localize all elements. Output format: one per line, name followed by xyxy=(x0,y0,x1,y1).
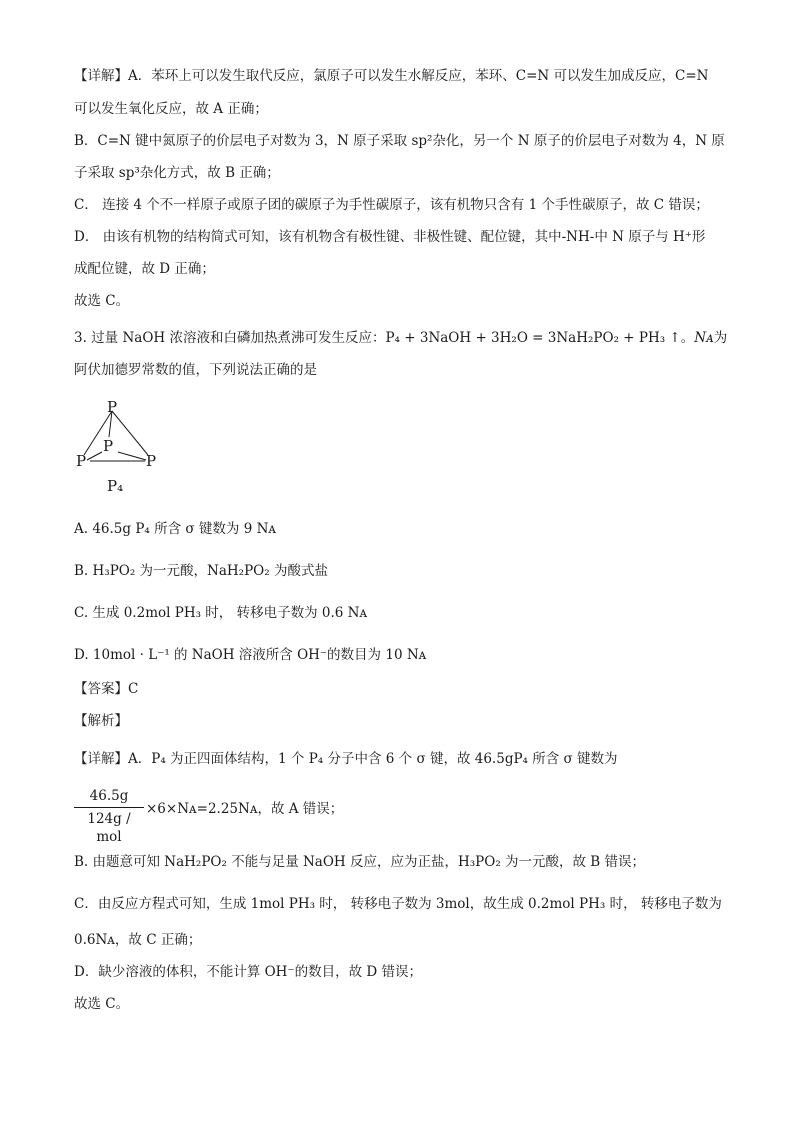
option-a: A. 46.5g P₄ 所含 σ 键数为 9 Nᴀ xyxy=(74,521,277,537)
detail-d: D．缺少溶液的体积，不能计算 OH⁻的数目，故 D 错误； xyxy=(74,964,422,980)
option-b: B. H₃PO₂ 为一元酸，NaH₂PO₂ 为酸式盐 xyxy=(74,563,328,579)
stem-text: 3. 过量 NaOH 浓溶液和白磷加热煮沸可发生反应： xyxy=(74,330,386,346)
detail-line-b2: 子采取 sp³杂化方式，故 B 正确； xyxy=(74,165,280,181)
detail-line-a2: 可以发生氧化反应，故 A 正确； xyxy=(74,101,268,117)
choose-line-1: 故选 C。 xyxy=(74,293,130,309)
choose-line-2: 故选 C。 xyxy=(74,996,130,1012)
figure-caption: P₄ xyxy=(107,477,124,495)
analysis-label: 【解析】 xyxy=(74,713,128,729)
detail-line-a1: 【详解】A．苯环上可以发生取代反应，氯原子可以发生水解反应，苯环、C=N 可以发生加成反应，C=N xyxy=(74,68,709,84)
avogadro-symbol: Nᴀ xyxy=(694,330,714,346)
bond-line xyxy=(87,452,102,460)
stem-text-end: 为 xyxy=(713,330,728,346)
detail-a-line-2: ×6×Nᴀ=2.25Nᴀ，故 A 错误； xyxy=(146,801,344,817)
option-d: D. 10mol · L⁻¹ 的 NaOH 溶液所含 OH⁻的数目为 10 Nᴀ xyxy=(74,647,427,663)
bond-line xyxy=(112,411,148,455)
fraction-denominator: 124g / mol xyxy=(87,811,131,845)
atom-p-center: P xyxy=(103,437,114,455)
atom-p-top: P xyxy=(107,398,118,416)
detail-c-line-2: 0.6Nᴀ，故 C 正确； xyxy=(74,932,202,948)
detail-a-line-1: 【详解】A．P₄ 为正四面体结构，1 个 P₄ 分子中含 6 个 σ 键，故 46.5gP₄ 所含 σ 键数为 xyxy=(74,751,618,767)
p4-tetrahedron-figure xyxy=(70,395,170,495)
detail-line-d1: D． 由该有机物的结构简式可知，该有机物含有极性键、非极性键、配位键，其中-NH-中 N 原子与 H⁺形 xyxy=(74,229,706,245)
reaction-equation: P₄ + 3NaOH + 3H₂O = 3NaH₂PO₂ + PH₃ ↑ xyxy=(385,330,681,346)
detail-line-d2: 成配位键，故 D 正确； xyxy=(74,261,215,277)
fraction-numerator: 46.5g xyxy=(74,787,144,808)
detail-c-line-1: C．由反应方程式可知，生成 1mol PH₃ 时， 转移电子数为 3mol，故生成 0.2mol PH₃ 时， 转移电子数为 xyxy=(74,896,722,912)
question-3-stem-line-2: 阿伏加德罗常数的值，下列说法正确的是 xyxy=(74,362,317,378)
detail-b: B. 由题意可知 NaH₂PO₂ 不能与足量 NaOH 反应，应为正盐，H₃PO₂ 为一元酸，故 B 错误； xyxy=(74,854,646,870)
option-c: C. 生成 0.2mol PH₃ 时， 转移电子数为 0.6 Nᴀ xyxy=(74,605,368,621)
atom-p-right: P xyxy=(146,452,157,470)
question-3-stem-line-1 xyxy=(74,328,727,348)
stem-period: 。 xyxy=(680,330,695,346)
answer-label: 【答案】C xyxy=(74,681,139,697)
detail-line-b1: B．C=N 键中氮原子的价层电子对数为 3，N 原子采取 sp²杂化，另一个 N 原子的价层电子对数为 4，N 原 xyxy=(74,133,725,149)
fraction xyxy=(74,787,144,846)
atom-p-left: P xyxy=(76,452,87,470)
detail-line-c: C． 连接 4 个不一样原子或原子团的碳原子为手性碳原子，该有机物只含有 1 个手性碳原子，故 C 错误； xyxy=(74,197,709,213)
bond-line xyxy=(118,452,146,460)
